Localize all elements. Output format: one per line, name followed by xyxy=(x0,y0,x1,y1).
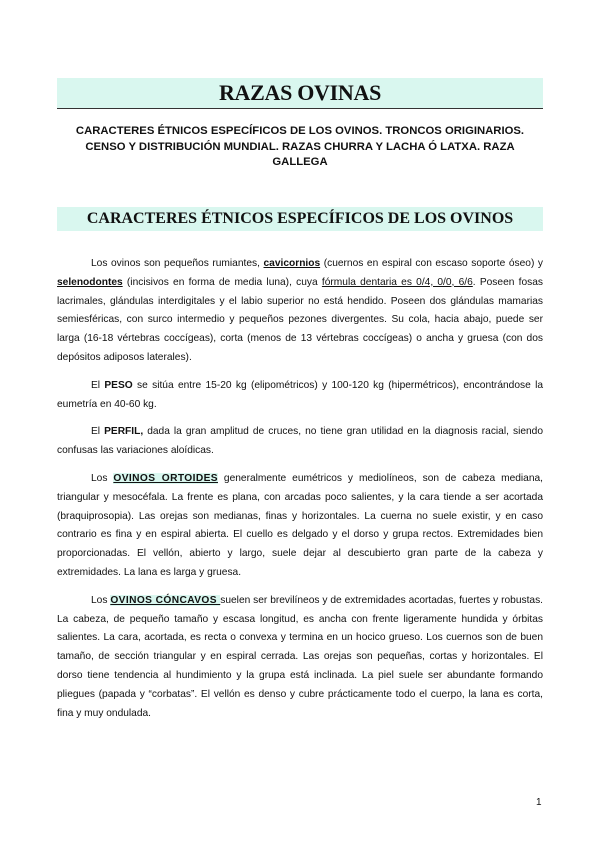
document-title: RAZAS OVINAS xyxy=(218,80,382,105)
term-perfil: PERFIL, xyxy=(104,426,144,438)
text-run: se sitúa entre 15-20 kg (elipométricos) y 100-120 kg (hipermétricos), encontrándose la eumetría en 40-60 kg. xyxy=(57,379,544,410)
term-ovinos-ortoides: OVINOS ORTOIDES xyxy=(113,472,218,484)
section-banner xyxy=(57,207,543,231)
text-run: Los xyxy=(91,594,111,606)
document-subtitle: CARACTERES ÉTNICOS ESPECÍFICOS DE LOS OVINOS. TRONCOS ORIGINARIOS. CENSO Y DISTRIBUCIÓN MUNDIAL. RAZAS CHURRA Y LACHA Ó LATXA. RAZA GALLEGA xyxy=(75,125,525,168)
title-banner xyxy=(57,78,543,109)
text-run: generalmente eumétricos y mediolíneos, son de cabeza mediana, triangular y mesocéfala. La frente es plana, con arcadas poco salientes, y la cara tiende a ser acortada (braquiprosopia). Las orejas son medianas, finas y horizontales. La cuerna no suele existir, y en caso contrario es fina y en espiral abierta. El cuello es delgado y el dorso y grupa rectos. Extremidades bien proporcionadas. El vellón, abierto y largo, suele dejar al descubierto gran parte de la cabeza y extremidades. La lana es larga y gruesa. xyxy=(57,472,543,578)
text-run: Los xyxy=(91,472,114,484)
paragraph-perfil xyxy=(57,423,543,461)
term-formula-dentaria: fórmula dentaria es 0/4, 0/0, 6/6 xyxy=(321,276,473,288)
term-peso: PESO xyxy=(104,379,133,391)
text-run: . Poseen fosas lacrimales, glándulas interdigitales y el labio superior no está hendido. Poseen dos glándulas mamarias semiesféricas, con surco intermedio y pequeños pezones divergentes. Su cola, hacia abajo, puede ser larga (16-18 vértebras coccígeas), corta (menos de 13 vértebras coccígeas) o ancha y gruesa (con dos depósitos adiposos laterales). xyxy=(57,276,543,363)
paragraph-ortoides xyxy=(57,470,543,583)
section-title: CARACTERES ÉTNICOS ESPECÍFICOS DE LOS OVINOS xyxy=(86,210,514,227)
text-run: (incisivos en forma de media luna), cuya xyxy=(122,276,322,288)
text-run: dada la gran amplitud de cruces, no tiene gran utilidad en la diagnosis racial, siendo confusas las variaciones aloídicas. xyxy=(57,426,543,457)
body-text xyxy=(57,255,543,732)
text-run: El xyxy=(91,426,105,438)
text-run: suelen ser brevilíneos y de extremidades acortadas, fuertes y robustas. La cabeza, de pequeño tamaño y escasa longitud, es ancha con frente ligeramente hundida y órbitas salientes. La cara, acortada, es recta o convexa y termina en un hocico grueso. Los cuernos son de buen tamaño, de sección triangular y en espiral cerrada. Las orejas son pequeñas, cortas y horizontales. El dorso tiene tendencia al hundimiento y la grupa está inclinada. La piel suele ser abundante formando pliegues (papada y “corbatas”. El vellón es denso y cubre prácticamente todo el cuerpo, la lana es corta, fina y muy ondulada. xyxy=(57,594,543,719)
text-run: Los ovinos son pequeños rumiantes, xyxy=(91,258,264,269)
page-number: 1 xyxy=(536,797,542,808)
term-cavicornios: cavicornios xyxy=(263,258,321,269)
paragraph-intro xyxy=(57,255,543,368)
text-run: (cuernos en espiral con escaso soporte óseo) y xyxy=(320,258,544,269)
term-ovinos-concavos: OVINOS CÓNCAVOS xyxy=(110,594,221,606)
paragraph-concavos xyxy=(57,592,543,724)
term-selenodontes: selenodontes xyxy=(57,276,123,288)
paragraph-peso xyxy=(57,377,543,415)
text-run: El xyxy=(91,379,105,391)
